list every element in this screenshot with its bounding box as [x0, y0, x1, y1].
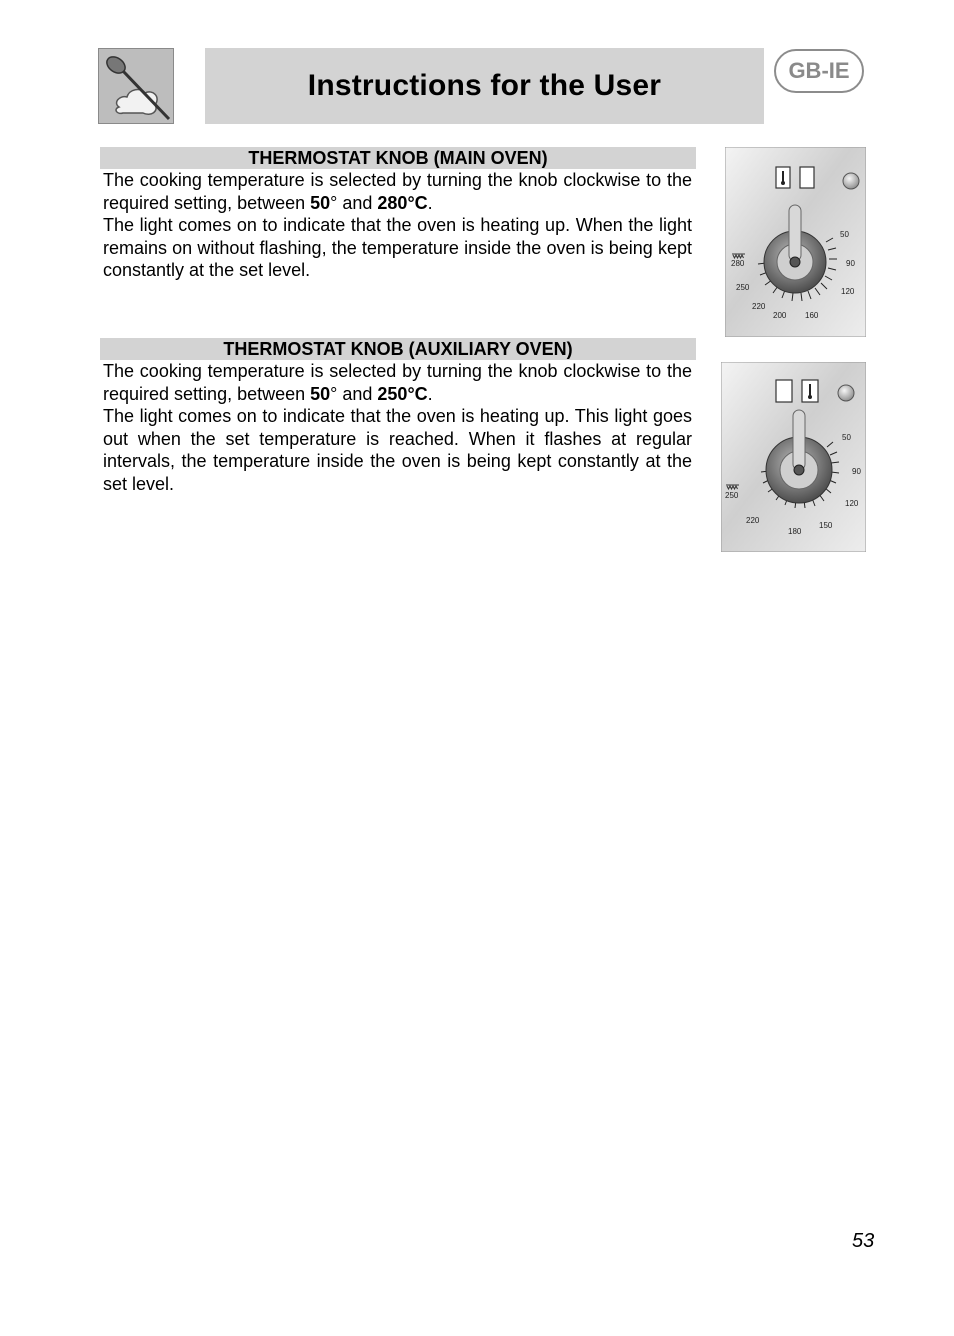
- thermometer-icon: [776, 167, 790, 188]
- indicator-light-icon: [838, 385, 854, 401]
- knob-label: 150: [819, 521, 833, 530]
- main-oven-knob-panel: [725, 147, 866, 337]
- knob-label: 120: [841, 287, 855, 296]
- section-paragraph: The cooking temperature is selected by turning the knob clockwise to the required setting, between 50° and 250°C.: [103, 361, 692, 404]
- knob-label: 160: [805, 311, 819, 320]
- knob-label: 90: [846, 259, 855, 268]
- logo: [98, 48, 174, 124]
- section-paragraph: The cooking temperature is selected by turning the knob clockwise to the required setting, between 50° and 280°C.: [103, 170, 692, 213]
- knob-label: 90: [852, 467, 861, 476]
- page-title-bar: [205, 48, 764, 124]
- auxiliary-oven-knob-panel: [721, 362, 866, 552]
- page-number: 53: [852, 1230, 875, 1252]
- oven-icon: [776, 380, 792, 402]
- section-paragraph: The light comes on to indicate that the oven is heating up. When the light remains on without flashing, the temperature inside the oven is being kept constantly at the set level.: [103, 215, 692, 280]
- knob-label: 50: [842, 433, 851, 442]
- knob-label: 280: [731, 259, 745, 268]
- thermometer-icon: [802, 380, 818, 402]
- page-title: Instructions for the User: [307, 69, 662, 102]
- language-badge: GB-IE: [774, 49, 864, 93]
- knob-label: 220: [746, 516, 760, 525]
- section-heading: THERMOSTAT KNOB (AUXILIARY OVEN): [100, 338, 696, 360]
- knob-label: 50: [840, 230, 849, 239]
- knob-label: 250: [725, 491, 739, 500]
- section-auxiliary-oven: [100, 338, 696, 495]
- spoon-and-chef-hat-icon: [99, 49, 173, 123]
- knob-label: 180: [788, 527, 802, 536]
- knob-label: 200: [773, 311, 787, 320]
- section-heading: THERMOSTAT KNOB (MAIN OVEN): [100, 147, 696, 169]
- indicator-light-icon: [843, 173, 859, 189]
- oven-icon: [800, 167, 814, 188]
- section-paragraph: The light comes on to indicate that the oven is heating up. This light goes out when the set temperature is reached. When it flashes at regular intervals, the temperature inside the oven is being kept constantly at the set level.: [103, 406, 692, 494]
- section-main-oven: [100, 147, 696, 282]
- knob-label: 120: [845, 499, 859, 508]
- knob-label: 250: [736, 283, 750, 292]
- knob-label: 220: [752, 302, 766, 311]
